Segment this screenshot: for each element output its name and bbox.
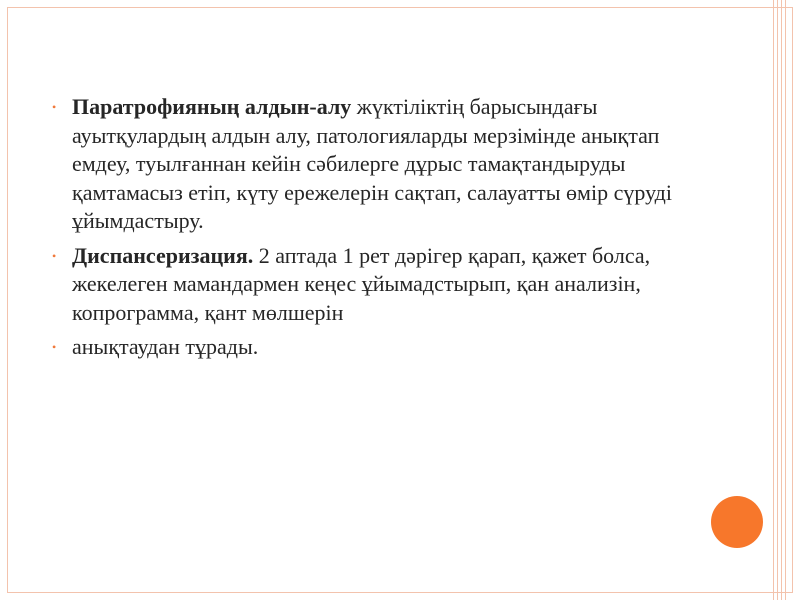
bullet-paragraph-conclusion	[52, 333, 702, 362]
bullet-icon: •	[52, 340, 57, 354]
decorative-circle	[711, 496, 763, 548]
paragraph-text: жүктіліктің барысындағы ауытқулардың алдын алу, патологияларды мерзімінде анықтап емдеу, туылғаннан кейін сәбилерге дұрыс тамақтандыруды қамтамасыз етіп, күту ережелерін сақтап, салауатты өмір сүруді ұйымдастыру.	[72, 94, 672, 233]
paragraph-text: анықтаудан тұрады.	[72, 334, 259, 359]
decorative-stripe	[785, 0, 786, 600]
bullet-icon: •	[52, 248, 57, 263]
bullet-paragraph-dispensary	[52, 242, 702, 328]
paragraph-text: 2 аптада 1 рет дәрігер қарап, қажет болса, жекелеген мамандармен кеңес ұйымадстырып, қан анализін, копрограмма, қант мөлшерін	[72, 242, 651, 325]
decorative-stripe	[781, 0, 782, 600]
decorative-stripe	[777, 0, 778, 600]
decorative-stripe	[773, 0, 774, 600]
paragraph-bold-lead: Паратрофияның алдын-алу	[72, 94, 352, 119]
bullet-icon: •	[52, 100, 57, 114]
bullet-paragraph-prevention	[52, 93, 702, 236]
slide-content	[52, 93, 702, 368]
paragraph-bold-lead: Диспансеризация.	[72, 242, 254, 268]
